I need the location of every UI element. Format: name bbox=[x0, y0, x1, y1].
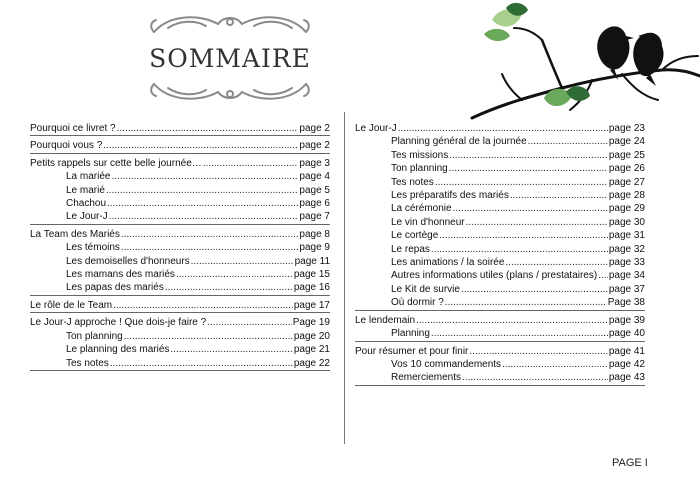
toc-subentry[interactable] bbox=[30, 170, 330, 183]
toc-page-number: page 5 bbox=[299, 184, 330, 196]
toc-page-number: page 22 bbox=[293, 357, 330, 369]
toc-entry-label: Tes notes bbox=[391, 176, 434, 188]
toc-entry-label: Ton planning bbox=[391, 163, 448, 175]
toc-section bbox=[355, 122, 645, 311]
toc-entry-label: Les préparatifs des mariés bbox=[391, 190, 509, 202]
toc-entry-label: Les animations / la soirée bbox=[391, 257, 505, 269]
toc-page-number: page 23 bbox=[608, 123, 645, 134]
toc-section bbox=[30, 157, 330, 225]
toc-entry-label: Le Kit de survie bbox=[391, 283, 460, 295]
toc-page-number: page 39 bbox=[608, 314, 645, 326]
toc-page-number: page 31 bbox=[608, 230, 645, 242]
toc-leader-dots bbox=[170, 343, 292, 356]
toc-entry[interactable] bbox=[30, 316, 330, 329]
toc-page-number: page 11 bbox=[294, 255, 330, 267]
toc-page-number: page 26 bbox=[608, 163, 645, 175]
toc-subentry[interactable] bbox=[355, 189, 645, 202]
toc-entry-label: La cérémonie bbox=[391, 203, 452, 215]
toc-subentry[interactable] bbox=[355, 283, 645, 296]
toc-leader-dots bbox=[445, 296, 607, 309]
toc-leader-dots bbox=[207, 316, 292, 329]
toc-subentry[interactable] bbox=[355, 327, 645, 340]
toc-page-number: page 9 bbox=[299, 242, 330, 254]
toc-subentry[interactable] bbox=[355, 358, 645, 371]
toc-leader-dots bbox=[431, 327, 608, 340]
toc-page-number: page 20 bbox=[293, 330, 330, 342]
toc-entry[interactable] bbox=[30, 228, 330, 241]
toc-page-number: page 28 bbox=[608, 190, 645, 202]
toc-page-number: page 24 bbox=[608, 136, 645, 148]
toc-entry-label: Planning bbox=[391, 328, 430, 340]
birds-on-branch-illustration bbox=[462, 0, 700, 120]
column-divider bbox=[344, 112, 345, 444]
toc-leader-dots bbox=[466, 216, 608, 229]
toc-subentry[interactable] bbox=[355, 256, 645, 269]
toc-right-column bbox=[355, 122, 645, 389]
toc-page-number: page 33 bbox=[608, 257, 645, 269]
toc-subentry[interactable] bbox=[355, 162, 645, 175]
toc-subentry[interactable] bbox=[355, 202, 645, 215]
toc-leader-dots bbox=[103, 139, 298, 152]
toc-leader-dots bbox=[106, 184, 299, 197]
toc-leader-dots bbox=[416, 314, 608, 327]
toc-page-number: page 7 bbox=[299, 211, 330, 223]
toc-leader-dots bbox=[598, 269, 608, 282]
toc-page-number: page 34 bbox=[608, 270, 645, 282]
toc-page-number: page 40 bbox=[608, 328, 645, 340]
toc-page-number: page 29 bbox=[608, 203, 645, 215]
toc-entry[interactable] bbox=[30, 122, 330, 135]
toc-page-number: page 15 bbox=[293, 269, 330, 281]
toc-leader-dots bbox=[176, 268, 293, 281]
title-ornament bbox=[140, 10, 320, 106]
toc-leader-dots bbox=[109, 210, 299, 223]
toc-page-number: page 32 bbox=[608, 243, 645, 255]
toc-page-number: page 3 bbox=[299, 157, 330, 169]
toc-subentry[interactable] bbox=[30, 210, 330, 223]
toc-leader-dots bbox=[124, 330, 293, 343]
toc-entry-label: Remerciements bbox=[391, 372, 462, 384]
page-footer: PAGE I bbox=[612, 457, 648, 469]
toc-page-number: page 37 bbox=[608, 283, 645, 295]
toc-leader-dots bbox=[121, 241, 298, 254]
toc-leader-dots bbox=[528, 135, 608, 148]
toc-leader-dots bbox=[449, 149, 608, 162]
toc-subentry[interactable] bbox=[355, 269, 645, 282]
toc-entry[interactable] bbox=[30, 157, 330, 170]
toc-page-number: page 41 bbox=[608, 345, 645, 357]
toc-page-number: page 21 bbox=[293, 344, 330, 356]
toc-page-number: page 42 bbox=[608, 358, 645, 370]
toc-entry-label: Le Jour-J approche ! Que dois-je faire ? bbox=[30, 317, 207, 329]
toc-entry-label: Vos 10 commandements bbox=[391, 358, 502, 370]
toc-entry-label: Les papas des mariés bbox=[66, 282, 164, 294]
toc-leader-dots bbox=[191, 255, 294, 268]
toc-leader-dots bbox=[449, 162, 608, 175]
toc-leader-dots bbox=[439, 229, 608, 242]
toc-page-number: page 25 bbox=[608, 149, 645, 161]
toc-subentry[interactable] bbox=[355, 296, 645, 309]
toc-entry-label: Petits rappels sur cette belle journée… bbox=[30, 157, 202, 169]
toc-entry-label: Les témoins bbox=[66, 242, 120, 254]
toc-page-number: Page 19 bbox=[292, 317, 330, 329]
toc-left-column bbox=[30, 122, 330, 374]
toc-entry-label: Les mamans des mariés bbox=[66, 269, 175, 281]
toc-page-number: page 6 bbox=[299, 198, 330, 210]
toc-entry[interactable] bbox=[30, 299, 330, 312]
toc-entry[interactable] bbox=[355, 314, 645, 327]
toc-page-number: page 30 bbox=[608, 216, 645, 228]
toc-page-number: page 27 bbox=[608, 176, 645, 188]
toc-entry-label: Tes missions bbox=[391, 149, 449, 161]
toc-leader-dots bbox=[398, 122, 608, 135]
toc-entry-label: Autres informations utiles (plans / prestataires) bbox=[391, 270, 598, 282]
toc-subentry[interactable] bbox=[355, 243, 645, 256]
toc-page-number: page 16 bbox=[293, 282, 330, 294]
toc-entry[interactable] bbox=[355, 122, 645, 135]
toc-subentry[interactable] bbox=[355, 135, 645, 148]
toc-section bbox=[30, 228, 330, 296]
toc-subentry[interactable] bbox=[30, 330, 330, 343]
toc-entry-label: Pour résumer et pour finir bbox=[355, 345, 469, 357]
toc-leader-dots bbox=[469, 345, 607, 358]
toc-leader-dots bbox=[435, 176, 608, 189]
page-title: SOMMAIRE bbox=[149, 44, 311, 73]
toc-subentry[interactable] bbox=[30, 197, 330, 210]
toc-section bbox=[30, 139, 330, 153]
toc-section bbox=[30, 299, 330, 313]
toc-page-number: page 2 bbox=[299, 123, 330, 134]
toc-subentry[interactable] bbox=[30, 343, 330, 356]
toc-leader-dots bbox=[111, 170, 298, 183]
toc-page-number: page 17 bbox=[293, 299, 330, 311]
toc-entry-label: Le rôle de le Team bbox=[30, 299, 113, 311]
toc-subentry[interactable] bbox=[355, 229, 645, 242]
toc-entry-label: Le planning des mariés bbox=[66, 344, 170, 356]
toc-page-number: Page 38 bbox=[607, 297, 645, 309]
toc-subentry[interactable] bbox=[30, 241, 330, 254]
toc-entry-label: Planning général de la journée bbox=[391, 136, 527, 148]
toc-subentry[interactable] bbox=[355, 176, 645, 189]
toc-section bbox=[30, 122, 330, 136]
toc-entry-label: La mariée bbox=[66, 171, 111, 183]
toc-leader-dots bbox=[502, 358, 608, 371]
toc-subentry[interactable] bbox=[355, 371, 645, 384]
toc-entry-label: Pourquoi ce livret ? bbox=[30, 123, 116, 134]
toc-page-number: page 4 bbox=[299, 171, 330, 183]
toc-entry-label: Le cortège bbox=[391, 230, 439, 242]
toc-subentry[interactable] bbox=[30, 357, 330, 370]
toc-leader-dots bbox=[113, 299, 293, 312]
toc-entry-label: Ton planning bbox=[66, 330, 123, 342]
toc-leader-dots bbox=[431, 243, 608, 256]
toc-entry-label: Chachou bbox=[66, 198, 107, 210]
toc-subentry[interactable] bbox=[30, 268, 330, 281]
toc-section bbox=[30, 316, 330, 371]
toc-entry-label: Le Jour-J bbox=[355, 123, 397, 134]
toc-leader-dots bbox=[110, 357, 293, 370]
toc-section bbox=[355, 345, 645, 386]
toc-leader-dots bbox=[165, 281, 293, 294]
toc-entry[interactable] bbox=[355, 345, 645, 358]
toc-leader-dots bbox=[453, 202, 608, 215]
toc-entry-label: Le Jour-J bbox=[66, 211, 108, 223]
toc-leader-dots bbox=[505, 256, 607, 269]
toc-leader-dots bbox=[117, 122, 299, 135]
toc-subentry[interactable] bbox=[355, 149, 645, 162]
toc-page-number: page 43 bbox=[608, 372, 645, 384]
toc-entry-label: Le vin d'honneur bbox=[391, 216, 465, 228]
toc-subentry[interactable] bbox=[30, 281, 330, 294]
toc-entry-label: La Team des Mariés bbox=[30, 228, 120, 240]
toc-leader-dots bbox=[461, 283, 608, 296]
leaves bbox=[484, 3, 590, 106]
toc-entry-label: Les demoiselles d'honneurs bbox=[66, 255, 190, 267]
toc-entry-label: Le marié bbox=[66, 184, 105, 196]
toc-leader-dots bbox=[107, 197, 298, 210]
toc-leader-dots bbox=[203, 157, 299, 170]
toc-page-number: page 2 bbox=[299, 140, 330, 152]
toc-subentry[interactable] bbox=[30, 184, 330, 197]
toc-leader-dots bbox=[462, 371, 608, 384]
toc-page-number: page 8 bbox=[299, 228, 330, 240]
toc-leader-dots bbox=[121, 228, 299, 241]
toc-entry[interactable] bbox=[30, 139, 330, 152]
toc-entry-label: Le repas bbox=[391, 243, 430, 255]
toc-subentry[interactable] bbox=[355, 216, 645, 229]
toc-entry-label: Pourquoi vous ? bbox=[30, 140, 103, 152]
toc-subentry[interactable] bbox=[30, 255, 330, 268]
toc-entry-label: Tes notes bbox=[66, 357, 109, 369]
toc-entry-label: Le lendemain bbox=[355, 314, 416, 326]
toc-leader-dots bbox=[510, 189, 608, 202]
toc-section bbox=[355, 314, 645, 342]
toc-entry-label: Où dormir ? bbox=[391, 297, 444, 309]
